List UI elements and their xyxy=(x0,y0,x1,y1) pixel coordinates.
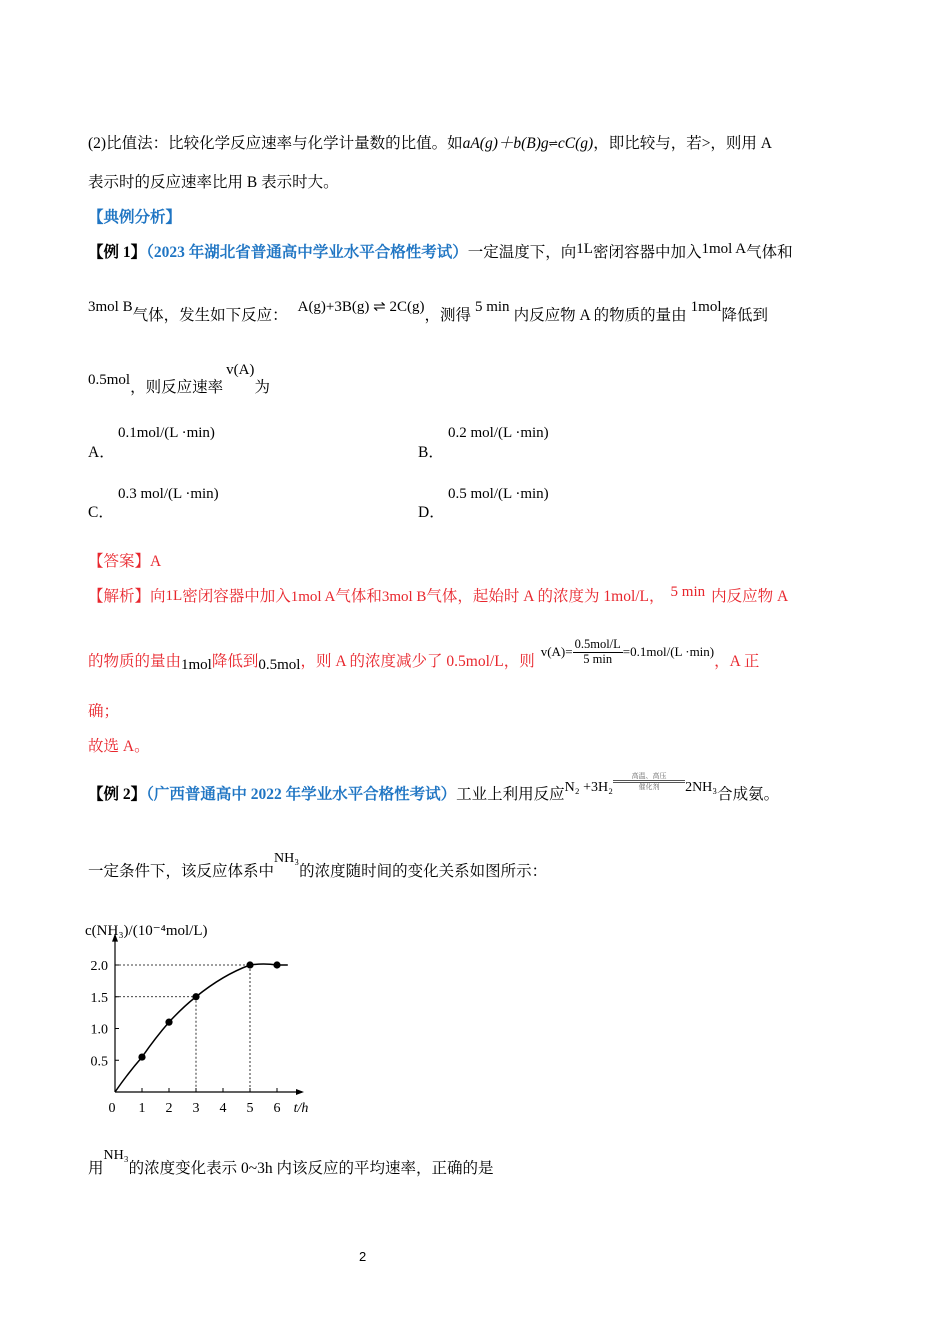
equation-left: aA(g)＋b(B)g xyxy=(462,135,549,152)
example1-line2 xyxy=(88,294,769,324)
analysis-line3: 确； xyxy=(88,703,120,720)
formula: 1L xyxy=(165,588,183,604)
text: 向 xyxy=(150,588,166,605)
fraction xyxy=(573,638,623,667)
formula: v(A)= xyxy=(540,643,573,659)
text: 降低到 xyxy=(721,307,769,324)
x-tick-label: 4 xyxy=(219,1101,227,1116)
x-tick-label: 5 xyxy=(246,1101,254,1116)
y-tick-label: 1.0 xyxy=(90,1022,108,1038)
option-d-value: 0.5 mol/(L ·min) xyxy=(448,486,549,502)
formula: 0.5mol xyxy=(88,372,131,388)
answer: 【答案】A xyxy=(88,553,162,570)
x-tick-label: 2 xyxy=(165,1101,173,1116)
text: ，A 正 xyxy=(714,652,760,670)
example2-source: （广西普通高中 2022 年学业水平合格性考试） xyxy=(146,786,457,803)
equation-right: cC(g) xyxy=(557,135,594,152)
x-tick-label: 0 xyxy=(108,1101,116,1116)
option-b-value: 0.2 mol/(L ·min) xyxy=(448,425,549,441)
text: 一定条件下，该反应体系中 xyxy=(88,863,275,880)
analysis-line2 xyxy=(88,632,760,673)
text: 为 xyxy=(254,379,270,396)
option-c-label: C． xyxy=(88,504,114,521)
formula: 3mol B xyxy=(88,299,133,315)
ratio-method-line2: 表示时的反应速率比用 B 表示时大。 xyxy=(88,174,339,191)
formula: 1L xyxy=(576,241,593,257)
option-c-value: 0.3 mol/(L ·min) xyxy=(118,486,219,502)
text: ，则反应速率 xyxy=(130,379,224,396)
example1-line1 xyxy=(88,240,793,262)
reaction-condition-top: 高温、高压 xyxy=(631,772,667,780)
example1-source: （2023 年湖北省普通高中学业水平合格性考试） xyxy=(146,244,468,261)
x-tick-label: 1 xyxy=(138,1101,146,1116)
reaction-condition-bottom: 催化剂 xyxy=(638,783,660,791)
text: (2)比值法：比较化学反应速率与化学计量数的比值。如 xyxy=(88,135,463,152)
text: 的浓度随时间的变化关系如图所示： xyxy=(299,863,548,880)
text: 气体，起始时 A 的浓度为 1mol/L， xyxy=(426,588,665,605)
example1-line3 xyxy=(88,362,270,396)
data-point xyxy=(273,961,280,968)
data-point xyxy=(192,993,199,1000)
text: 内反应物 A xyxy=(711,588,789,605)
text: 用 xyxy=(88,1160,104,1177)
example2-question xyxy=(88,1142,494,1177)
y-tick-label: 2.0 xyxy=(90,959,108,974)
x-axis-label: t/h xyxy=(293,1101,309,1116)
text: 气体和 xyxy=(746,244,793,261)
data-point xyxy=(138,1053,145,1060)
x-tick-label: 3 xyxy=(192,1101,200,1116)
page-number: 2 xyxy=(359,1249,367,1264)
text: ，即比较与，若>，则用 A xyxy=(593,135,772,152)
reaction-arrow xyxy=(613,772,685,791)
formula: 1mol A xyxy=(290,589,336,605)
analysis-line4: 故选 A。 xyxy=(88,738,150,755)
text: 密闭容器中加入 xyxy=(592,244,702,261)
formula: 1mol xyxy=(690,299,722,315)
x-axis-arrow-icon xyxy=(296,1089,304,1095)
x-tick-label: 6 xyxy=(273,1101,281,1116)
fraction-denominator: 5 min xyxy=(583,651,613,666)
text: ，测得 xyxy=(424,307,471,324)
text: 合成氨。 xyxy=(717,786,780,803)
formula: NH₃ xyxy=(103,1148,129,1163)
example2-tag: 【例 2】 xyxy=(88,786,147,803)
option-d-label: D． xyxy=(418,504,445,521)
analysis-tag: 【解析】 xyxy=(88,588,151,605)
formula: 1mol A xyxy=(701,241,747,257)
y-tick-label: 0.5 xyxy=(90,1054,108,1070)
reaction-formula: A(g)+3B(g) ⇌ 2C(g) xyxy=(297,299,425,315)
nh3-concentration-chart xyxy=(80,915,340,1125)
text: 的物质的量由 xyxy=(88,652,182,670)
text: 的浓度变化表示 0~3h 内该反应的平均速率，正确的是 xyxy=(128,1160,494,1177)
text: 一定温度下，向 xyxy=(467,244,577,261)
option-a-value: 0.1mol/(L ·min) xyxy=(118,425,215,441)
text: 内反应物 A 的物质的量由 xyxy=(513,307,687,324)
ratio-method-line1 xyxy=(88,131,772,153)
y-tick-label: 1.5 xyxy=(90,990,108,1006)
formula: 5 min xyxy=(670,584,706,600)
formula: v(A) xyxy=(226,362,255,378)
y-axis-label: c(NH₃)/(10⁻⁴mol/L) xyxy=(85,923,208,939)
text: 密闭容器中加入 xyxy=(182,588,291,605)
text: 降低到 xyxy=(211,652,259,670)
fraction-numerator: 0.5mol/L xyxy=(574,637,621,651)
reaction-right: 2NH₃ xyxy=(685,780,718,795)
example2-line2 xyxy=(88,845,548,880)
formula: =0.1mol/(L ·min) xyxy=(622,643,715,659)
formula: 1mol xyxy=(181,656,212,673)
data-point xyxy=(165,1019,172,1026)
option-a-label: A． xyxy=(88,444,115,461)
equilibrium-arrow-icon: ⇌ xyxy=(548,138,558,150)
section-title: 【典例分析】 xyxy=(88,209,182,226)
example1-tag: 【例 1】 xyxy=(88,244,147,261)
example2-line1 xyxy=(88,772,780,804)
data-point xyxy=(246,961,253,968)
text: 气体，发生如下反应： xyxy=(132,307,288,324)
analysis-line1 xyxy=(88,584,788,606)
text: ，则 A 的浓度减少了 0.5mol/L，则 xyxy=(300,652,535,670)
formula: 3mol B xyxy=(381,589,427,605)
formula: 0.5mol xyxy=(258,656,301,673)
reaction-left: N₂ +3H₂ xyxy=(564,780,614,795)
text: 工业上利用反应 xyxy=(456,786,565,803)
text: 气体和 xyxy=(335,588,382,605)
formula: 5 min xyxy=(474,299,510,315)
formula: NH₃ xyxy=(274,851,300,866)
option-b-label: B． xyxy=(418,444,444,461)
